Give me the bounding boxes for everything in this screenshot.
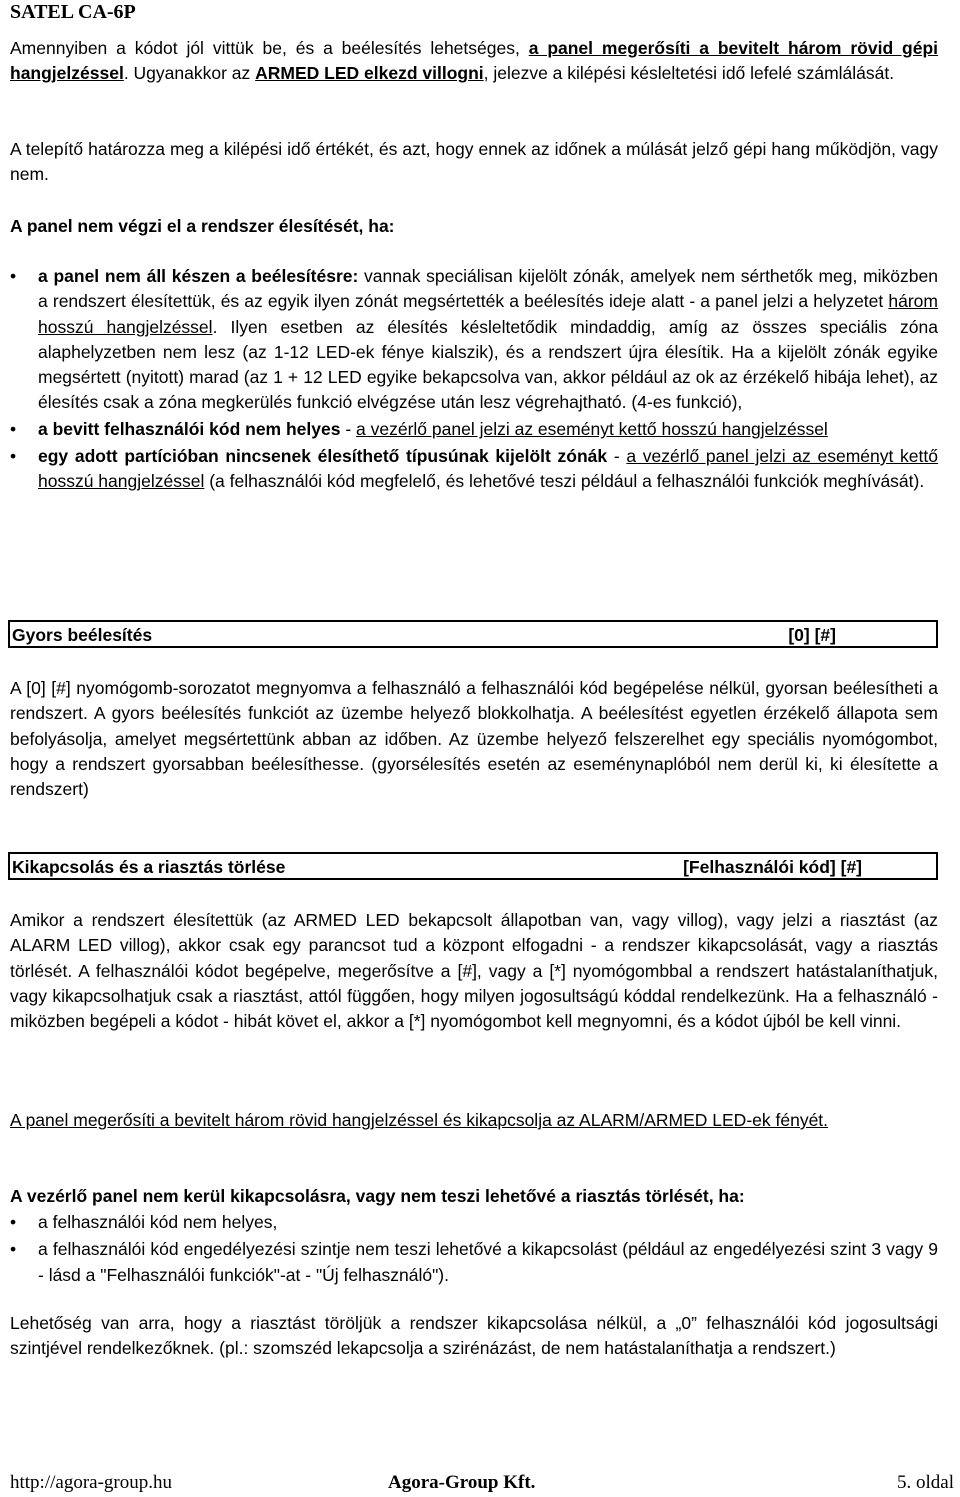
list-item	[0, 264, 938, 416]
disarm-confirmation-paragraph: A panel megerősíti a bevitelt három rövid hangjelzéssel és kikapcsolja az ALARM/ARMED LED-ek fényét.	[10, 1110, 829, 1130]
list-item-bold-lead: egy adott partícióban nincsenek élesíthető típusúnak kijelölt zónák	[38, 446, 608, 467]
list-item-bold-lead: a bevitt felhasználói kód nem helyes	[38, 419, 341, 440]
underlined-emphasis: a panel megerősíti a bevitelt három rövid gépi hangjelzéssel	[10, 38, 938, 84]
page-header-title: SATEL CA-6P	[10, 1, 136, 23]
list-item	[0, 417, 938, 442]
disarm-paragraph: Amikor a rendszert élesítettük (az ARMED LED bekapcsolt állapotban van, vagy villog), vagy jelzi a riasztást (az ALARM LED villog), akkor csak egy parancsot tud a központ elfogadni - a rendszer kikapcsolását, vagy a riasztás törlését. A felhasználói kódot begépelve, megerősítve a [#], vagy a [*] nyomógombbal a rendszert hatástalaníthatjuk, vagy kikapcsolhatjuk csak a riasztást, attól függően, hogy milyen jogosultságú kóddal rendelkezünk. Ha a felhasználó - miközben begépeli a kódot - hibát követ el, akkor a [*] nyomógombot kell megnyomni, és a kódot újból be kell vinni.	[10, 910, 938, 1032]
section-keys: [0] [#]	[788, 625, 836, 645]
list-item	[0, 444, 938, 495]
underlined-text: a vezérlő panel jelzi az eseményt kettő hosszú hangjelzéssel	[38, 446, 939, 492]
text-run: Amennyiben a kódot jól vittük be, és a beélesítés lehetséges,	[10, 38, 529, 58]
footer-company: Agora-Group Kft.	[388, 1472, 536, 1493]
footer-url: http://agora-group.hu	[10, 1472, 172, 1493]
text-run: . Ilyen esetben az élesítés késleltetődik mindaddig, amíg az összes speciális zóna alaphelyzetben nem lesz (az 1-12 LED-ek fénye kialszik), és a rendszert újra élesítik. Ha a kijelölt zónák egyike megsértett (nyitott) marad (az 1 + 12 LED egyike bekapcsolva van, akkor például az ok az érzékelő hibája lehet), az élesítés csak a zóna megkerülés funkció elvégzése után lesz végrehajtható. (4-es funkció),	[38, 316, 938, 413]
footer-page-number: 5. oldal	[897, 1472, 954, 1493]
list-item: • a felhasználói kód nem helyes,	[0, 1210, 938, 1235]
text-run: -	[607, 446, 627, 467]
text-run: , jelezve a kilépési késleltetési idő lefelé számlálását.	[483, 63, 895, 84]
underlined-text: három hosszú hangjelzéssel	[38, 291, 938, 337]
list-item: • a felhasználói kód engedélyezési szintje nem teszi lehetővé a kikapcsolást (például az engedélyezési szint 3 vagy 9 - lásd a "Felhasználói funkciók"-at - "Új felhasználó").	[0, 1237, 938, 1288]
section-header-disarm	[8, 852, 938, 880]
underlined-emphasis: ARMED LED elkezd villogni	[255, 63, 484, 84]
alarm-clear-note-paragraph: Lehetőség van arra, hogy a riasztást töröljük a rendszer kikapcsolása nélkül, a „0” felhasználói kód jogosultsági szintjével rendelkezőknek. (pl.: szomszéd lekapcsolja a szirénázást, de nem hatástalaníthatja a rendszert.)	[10, 1313, 938, 1359]
exit-delay-paragraph: A telepítő határozza meg a kilépési idő értékét, és azt, hogy ennek az időnek a múlását jelző gépi hang működjön, vagy nem.	[10, 139, 938, 185]
no-disarm-heading: A vezérlő panel nem kerül kikapcsolásra, vagy nem teszi lehetővé a riasztás törlését, ha:	[10, 1186, 745, 1206]
no-arming-conditions-list	[0, 264, 938, 495]
section-header-quick-arming	[8, 620, 938, 648]
section-title: Gyors beélesítés	[12, 625, 153, 645]
text-run: (a felhasználói kód megfelelő, és lehetővé teszi például a felhasználói funkciók meghívását).	[204, 471, 925, 492]
no-arming-heading: A panel nem végzi el a rendszer élesítését, ha:	[10, 216, 395, 236]
page-footer	[0, 1471, 960, 1497]
section-title: Kikapcsolás és a riasztás törlése	[12, 857, 286, 877]
arming-confirmation-paragraph	[10, 36, 938, 87]
list-item-bold-lead: a panel nem áll készen a beélesítésre:	[38, 266, 359, 286]
quick-arming-paragraph: A [0] [#] nyomógomb-sorozatot megnyomva a felhasználó a felhasználói kód begépelése nélkül, gyorsan beélesítheti a rendszert. A gyors beélesítés funkciót az üzembe helyező blokkolhatja. A beélesítést egyetlen érzékelő állapota sem befolyásolja, amelyet megsértettünk abban az időben. Az üzembe helyező felszerelhet egy speciális nyomógombot, hogy a rendszert gyorsabban beélesíthesse. (gyorsélesítés esetén az eseménynaplóból nem derül ki, ki élesítette a rendszert)	[10, 678, 938, 800]
no-disarm-conditions-list	[0, 1210, 938, 1288]
text-run: . Ugyanakkor az	[123, 63, 256, 84]
section-keys: [Felhasználói kód] [#]	[683, 857, 862, 877]
text-run: -	[340, 419, 357, 440]
underlined-text: a vezérlő panel jelzi az eseményt kettő hosszú hangjelzéssel	[356, 419, 828, 440]
text-run: vannak speciálisan kijelölt zónák, amelyek nem sérthetők meg, miközben a rendszert élesítettük, és az egyik ilyen zónát megsértették a beélesítés ideje alatt - a panel jelzi a helyzetet	[38, 266, 938, 312]
